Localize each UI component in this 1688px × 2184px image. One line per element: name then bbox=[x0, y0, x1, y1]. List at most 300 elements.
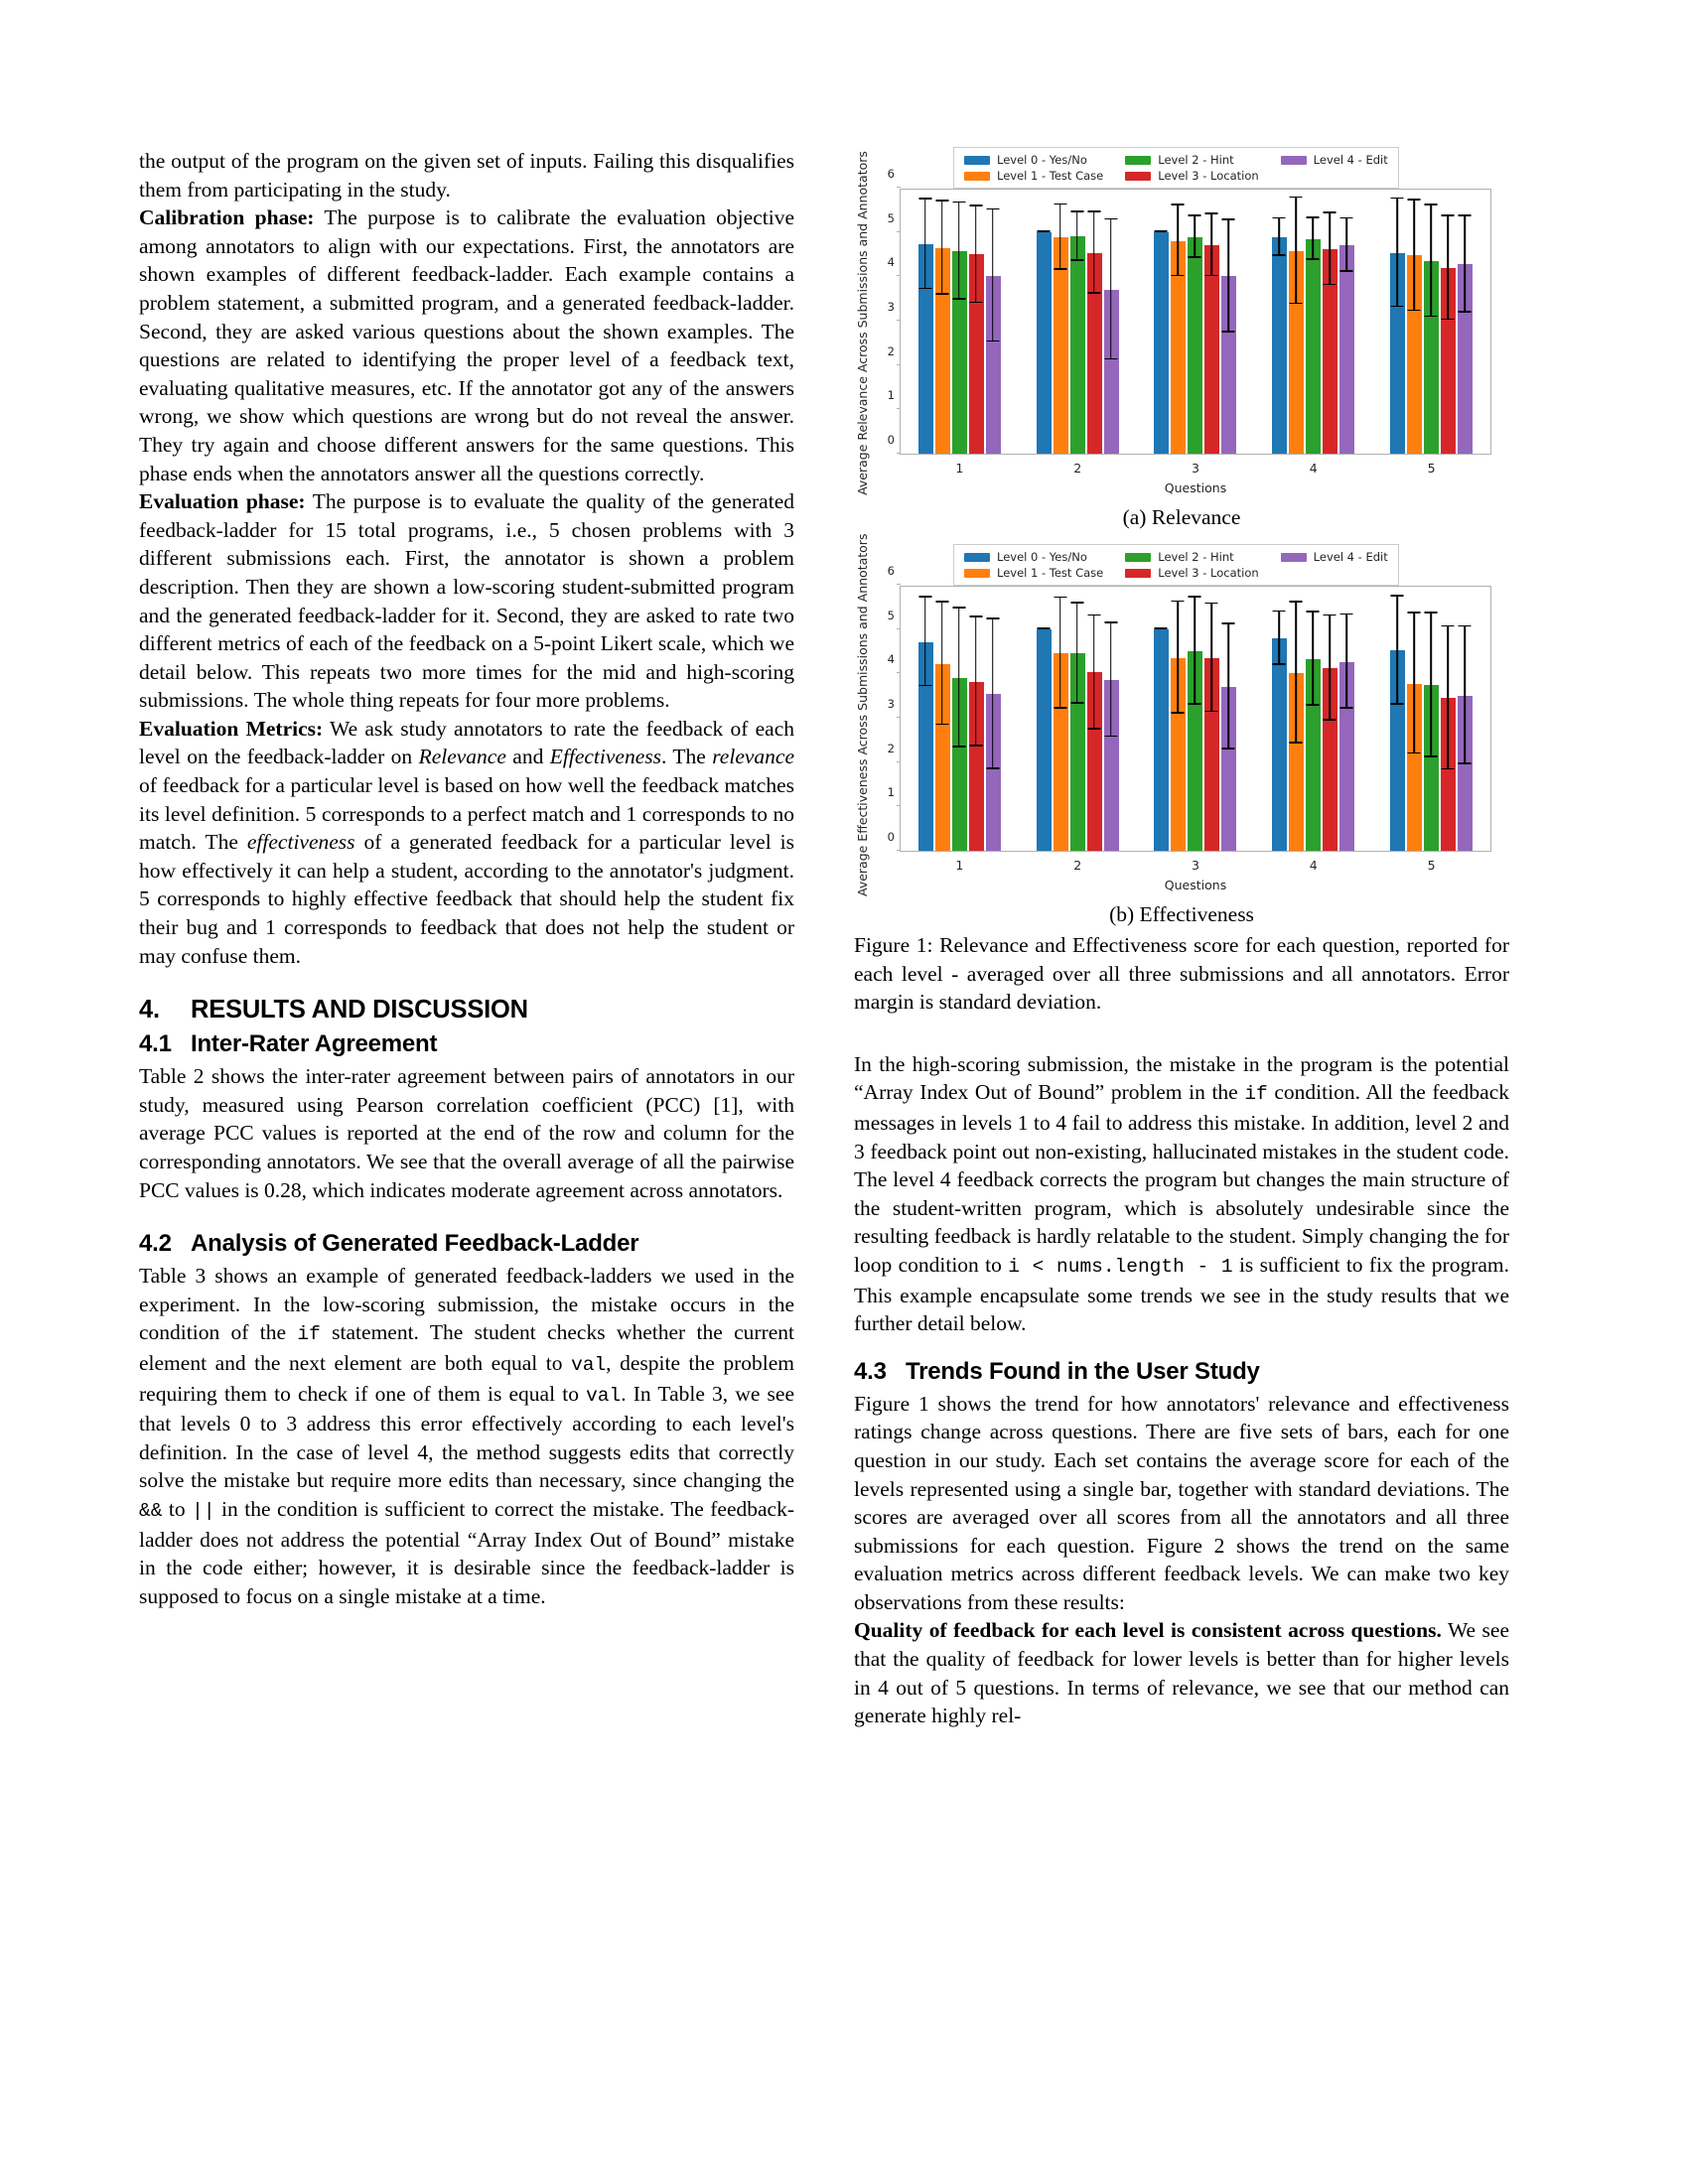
chart-effectiveness-ylabel: Average Effectiveness Across Submissions and Annotators bbox=[855, 533, 870, 896]
error-bar-cap-upper bbox=[1189, 214, 1201, 216]
subsection-heading-analysis bbox=[139, 1230, 794, 1258]
error-bar-cap-upper bbox=[1037, 627, 1050, 629]
chart-effectiveness-legend bbox=[953, 544, 1399, 586]
analysis-t3: , despite the problem requiring them to check if one of them is equal to bbox=[139, 1350, 794, 1406]
metrics-part3: . The bbox=[661, 745, 713, 769]
section-spacer bbox=[139, 1204, 794, 1224]
error-bar-cap-lower bbox=[1172, 275, 1185, 277]
legend-label: Level 2 - Hint bbox=[1158, 550, 1234, 564]
bar-level-0 bbox=[1272, 237, 1287, 454]
code-loop-condition: i < nums.length - 1 bbox=[1008, 1255, 1233, 1278]
error-bar-cap-upper bbox=[1273, 217, 1286, 219]
bar-slot bbox=[1188, 190, 1202, 454]
error-bar-cap-lower bbox=[986, 341, 999, 342]
chart-relevance-xlabel: Questions bbox=[1164, 480, 1227, 495]
error-bar-cap-upper bbox=[918, 198, 931, 200]
paragraph-trends: Figure 1 shows the trend for how annotators' relevance and effectiveness ratings change across questions. There are five sets of bars, each for one question in our study. Each set contains the average score for each of the levels represented using a single bar, together with standard deviations. The scores are averaged over all scores from all the annotators and all three submissions for each question. Figure 2 shows the trend on the same evaluation metrics across different feedback levels. We can make two key observations from these results: bbox=[854, 1391, 1509, 1614]
metrics-em-effectiveness: Effectiveness bbox=[549, 745, 661, 769]
y-axis-tick-mark bbox=[897, 628, 901, 629]
metrics-part1: We ask study annotators to rate the feedback of each level on the feedback-ladder on bbox=[139, 716, 794, 769]
x-axis-tick-label: 5 bbox=[1427, 461, 1436, 476]
error-bar-cap-lower bbox=[1070, 702, 1083, 704]
bar-slot bbox=[1188, 587, 1202, 851]
bar-group bbox=[1390, 190, 1473, 476]
error-bar bbox=[1278, 612, 1280, 665]
paragraph-inputs: the output of the program on the given set of inputs. Failing this disqualifies them from participating in the study. bbox=[139, 149, 794, 202]
metrics-em-relevance-lower: relevance bbox=[712, 745, 794, 769]
bar-slot bbox=[1339, 587, 1354, 851]
code-val-2: val bbox=[586, 1384, 622, 1407]
bar-group bbox=[1272, 587, 1354, 873]
figure-text-gap bbox=[854, 1017, 1509, 1050]
error-bar-cap-lower bbox=[1408, 752, 1421, 754]
error-bar-cap-upper bbox=[952, 202, 965, 204]
bar-slot bbox=[986, 190, 1001, 454]
bar-slot bbox=[1154, 190, 1169, 454]
error-bar-cap-lower bbox=[986, 767, 999, 769]
y-axis-tick-mark bbox=[897, 584, 901, 585]
subsection-heading-trends bbox=[854, 1358, 1509, 1386]
y-axis-tick-mark bbox=[897, 187, 901, 188]
error-bar bbox=[1396, 199, 1398, 307]
metrics-part2: and bbox=[505, 745, 550, 769]
subcaption-effectiveness: (b) Effectiveness bbox=[1109, 902, 1254, 926]
bar-slot bbox=[918, 190, 933, 454]
bar-slot bbox=[1306, 190, 1321, 454]
error-bar-cap-lower bbox=[1425, 316, 1438, 318]
error-bar-cap-upper bbox=[935, 200, 948, 202]
error-bar bbox=[1312, 218, 1314, 260]
legend-item-level-0 bbox=[964, 550, 1103, 564]
bar-slot bbox=[1154, 587, 1169, 851]
error-bar bbox=[1110, 623, 1112, 737]
error-bar-cap-upper bbox=[935, 601, 948, 603]
error-bar bbox=[1430, 614, 1432, 757]
y-axis-tick-label: 2 bbox=[887, 343, 895, 358]
error-bar-cap-upper bbox=[1222, 218, 1235, 220]
error-bar bbox=[941, 202, 943, 295]
error-bar-cap-lower bbox=[1307, 704, 1320, 706]
error-bar bbox=[1447, 216, 1449, 321]
error-bar bbox=[1464, 216, 1466, 313]
error-bar-cap-lower bbox=[1391, 703, 1404, 705]
error-bar bbox=[1430, 205, 1432, 318]
legend-label: Level 1 - Test Case bbox=[997, 566, 1104, 580]
analysis-t1: Table 3 shows an example of generated feedback-ladders we used in the experiment. In the low-scoring submission, the mistake occurs in the condition of the bbox=[139, 1264, 794, 1345]
bar-slot bbox=[1221, 587, 1236, 851]
error-bar-cap-upper bbox=[1324, 211, 1336, 213]
bar-slot bbox=[1171, 587, 1186, 851]
error-bar-cap-lower bbox=[1340, 270, 1353, 272]
evaluation-phase-text: The purpose is to evaluate the quality of the generated feedback-ladder for 15 total programs, i.e., 5 chosen problems with 3 different submissions each. First, the annotator is shown a problem description. Then they are shown a low-scoring student-submitted program and the generated feedback-ladder for it. Second, they are asked to rate two different metrics of each of the feedback on a 5-point Likert scale, which we detail below. This repeats two more times for the mid and high-scoring submissions. The whole thing repeats for four more problems. bbox=[139, 489, 794, 713]
code-or-operator: || bbox=[192, 1499, 215, 1522]
error-bar-cap-lower bbox=[1222, 748, 1235, 750]
y-axis-tick-mark bbox=[897, 231, 901, 232]
bar-level-2 bbox=[1306, 239, 1321, 454]
error-bar-cap-upper bbox=[1070, 210, 1083, 212]
analysis-t5: to bbox=[162, 1496, 193, 1521]
subsection-title-43: Trends Found in the User Study bbox=[906, 1357, 1260, 1385]
y-axis-tick-label: 1 bbox=[887, 388, 895, 403]
bar-slot bbox=[1390, 190, 1405, 454]
chart-relevance-legend bbox=[953, 147, 1399, 189]
bar-slot bbox=[1070, 190, 1085, 454]
error-bar-cap-upper bbox=[1290, 601, 1303, 603]
error-bar-cap-upper bbox=[918, 596, 931, 598]
chart-relevance-bar-groups bbox=[901, 190, 1490, 476]
error-bar-cap-upper bbox=[1054, 597, 1066, 599]
error-bar bbox=[1195, 598, 1196, 705]
legend-swatch-icon bbox=[1125, 156, 1151, 165]
right-column bbox=[854, 147, 1509, 1730]
bar-slot bbox=[969, 190, 984, 454]
figure-caption: Figure 1: Relevance and Effectiveness score for each question, reported for each level - averaged over all three submissions and all annotators. Error margin is standard deviation. bbox=[854, 933, 1509, 1015]
bar-slot bbox=[1272, 587, 1287, 851]
legend-item-level-2 bbox=[1125, 550, 1258, 564]
bar-slot bbox=[1104, 587, 1119, 851]
x-axis-tick-label: 4 bbox=[1309, 858, 1318, 873]
error-bar-cap-lower bbox=[918, 288, 931, 290]
bar-slot bbox=[1037, 190, 1052, 454]
legend-swatch-icon bbox=[1281, 156, 1307, 165]
error-bar-cap-lower bbox=[1273, 254, 1286, 256]
bar-slot bbox=[1204, 190, 1219, 454]
error-bar-cap-lower bbox=[1087, 292, 1100, 294]
error-bar-cap-upper bbox=[1391, 198, 1404, 200]
error-bar bbox=[924, 598, 926, 686]
paragraph-calibration-phase bbox=[139, 204, 794, 487]
error-bar-cap-upper bbox=[1425, 204, 1438, 205]
bar-level-0 bbox=[1154, 629, 1169, 851]
legend-swatch-icon bbox=[964, 553, 990, 562]
error-bar bbox=[1093, 212, 1095, 294]
y-axis-tick-mark bbox=[897, 364, 901, 365]
x-axis-tick-label: 3 bbox=[1192, 461, 1199, 476]
error-bar bbox=[958, 609, 960, 748]
error-bar-cap-upper bbox=[1205, 212, 1218, 214]
bar-slot bbox=[1054, 190, 1068, 454]
error-bar bbox=[1345, 218, 1347, 272]
bar-slot bbox=[1221, 190, 1236, 454]
subsection-spacer bbox=[854, 1338, 1509, 1352]
bar-level-4 bbox=[1339, 245, 1354, 454]
error-bar bbox=[1059, 598, 1061, 709]
y-axis-tick-mark bbox=[897, 805, 901, 806]
error-bar-cap-upper bbox=[1340, 614, 1353, 615]
error-bar-cap-lower bbox=[918, 685, 931, 687]
bar-group bbox=[918, 587, 1001, 873]
x-axis-tick-label: 1 bbox=[955, 858, 964, 873]
error-bar-cap-upper bbox=[1087, 614, 1100, 616]
y-axis-tick-mark bbox=[897, 275, 901, 276]
y-axis-tick-mark bbox=[897, 453, 901, 454]
bar-group bbox=[1037, 587, 1119, 873]
bar-group bbox=[1272, 190, 1354, 476]
high-scoring-t1: In the high-scoring submission, the mistake in the program is the potential “Array Index Out of Bound” problem in the bbox=[854, 1051, 1509, 1105]
analysis-t4: . In Table 3, we see that levels 0 to 3 address this error effectively according to each level's definition. In the case of level 4, the method suggests edits that correctly solve the mistake but require more edits than necessary, since changing the bbox=[139, 1381, 794, 1493]
metrics-em-relevance: Relevance bbox=[418, 745, 506, 769]
error-bar-cap-upper bbox=[969, 615, 982, 617]
error-bar bbox=[1345, 614, 1347, 709]
bar-slot bbox=[952, 190, 967, 454]
error-bar bbox=[1413, 201, 1415, 312]
bar-slot bbox=[1407, 587, 1422, 851]
metrics-part5: of a generated feedback for a particular level is how effectively it can help a student, according to the annotator's judgment. 5 corresponds to highly effective feedback that should help the student fix their bug and 1 corresponds to feedback that does not help the student or may confuse them. bbox=[139, 830, 794, 968]
error-bar-cap-lower bbox=[935, 293, 948, 295]
bar-slot bbox=[935, 190, 950, 454]
error-bar-cap-lower bbox=[1189, 256, 1201, 258]
bar-slot bbox=[1339, 190, 1354, 454]
evaluation-phase-lead: Evaluation phase: bbox=[139, 489, 306, 514]
x-axis-tick-label: 1 bbox=[955, 461, 964, 476]
error-bar bbox=[975, 206, 977, 303]
y-axis-tick-label: 3 bbox=[887, 697, 895, 711]
error-bar-cap-lower bbox=[1205, 275, 1218, 277]
error-bar bbox=[992, 209, 994, 341]
paragraph-quality-observation bbox=[854, 1616, 1509, 1729]
bar-slot bbox=[1441, 190, 1456, 454]
chart-relevance bbox=[854, 147, 1509, 499]
y-axis-tick-label: 5 bbox=[887, 608, 895, 622]
x-axis-tick-label: 2 bbox=[1073, 858, 1082, 873]
legend-label: Level 2 - Hint bbox=[1158, 153, 1234, 167]
x-axis-tick-label: 3 bbox=[1192, 858, 1199, 873]
error-bar bbox=[1329, 615, 1331, 720]
bar-slot bbox=[1087, 190, 1102, 454]
section-title-4: RESULTS AND DISCUSSION bbox=[191, 996, 528, 1024]
error-bar-cap-upper bbox=[1442, 625, 1455, 627]
analysis-t2: statement. The student checks whether the current element and the next element are both equal to bbox=[139, 1320, 795, 1375]
error-bar-cap-upper bbox=[1340, 217, 1353, 219]
error-bar bbox=[1464, 626, 1466, 763]
code-if: if bbox=[297, 1323, 321, 1346]
error-bar-cap-lower bbox=[1205, 711, 1218, 713]
bar-slot bbox=[986, 587, 1001, 851]
error-bar-cap-upper bbox=[1459, 214, 1472, 216]
paragraph-evaluation-phase bbox=[139, 487, 794, 715]
error-bar-cap-upper bbox=[986, 208, 999, 210]
error-bar bbox=[1447, 626, 1449, 769]
legend-swatch-icon bbox=[1281, 553, 1307, 562]
bar-slot bbox=[1390, 587, 1405, 851]
error-bar bbox=[1110, 219, 1112, 359]
bar-group bbox=[1154, 587, 1236, 873]
error-bar-cap-upper bbox=[1189, 596, 1201, 598]
error-bar-cap-lower bbox=[1391, 306, 1404, 308]
y-axis-tick-label: 6 bbox=[887, 167, 895, 181]
bar-slot bbox=[1204, 587, 1219, 851]
error-bar bbox=[1396, 597, 1398, 705]
calibration-phase-text: The purpose is to calibrate the evaluation objective among annotators to align with our expectations. First, the annotators are shown examples of different feedback-ladder. Each example contains a problem statement, a submitted program, and a generated feedback-ladder. Second, they are asked various questions about the shown examples. The questions are related to identifying the proper level of a feedback text, evaluating qualitative measures, etc. If the annotator got any of the answers wrong, we show which questions are wrong but do not reveal the answer. They try again and choose different answers for the same questions. This phase ends when the annotators answer all the questions correctly. bbox=[139, 205, 794, 485]
metrics-part4: of feedback for a particular level is based on how well the feedback matches its level definition. 5 corresponds to a perfect match and 1 corresponds to no match. The bbox=[139, 773, 794, 855]
subsection-number-42: 4.2 bbox=[139, 1230, 172, 1258]
error-bar bbox=[1295, 198, 1297, 304]
x-axis-tick-label: 4 bbox=[1309, 461, 1318, 476]
bar-slot bbox=[1289, 190, 1304, 454]
analysis-t6: in the condition is sufficient to correct the mistake. The feedback-ladder does not address the potential “Array Index Out of Bound” mistake in the code either; however, it is desirable since the feedback-ladder is supposed to focus on a single mistake at a time. bbox=[139, 1496, 794, 1608]
y-axis-tick-label: 3 bbox=[887, 300, 895, 314]
error-bar-cap-lower bbox=[935, 724, 948, 726]
paragraph-high-scoring bbox=[854, 1050, 1509, 1338]
bar-slot bbox=[1104, 190, 1119, 454]
code-if-condition: if bbox=[1244, 1083, 1268, 1106]
evaluation-metrics-lead: Evaluation Metrics: bbox=[139, 716, 324, 741]
bar-slot bbox=[1407, 190, 1422, 454]
error-bar bbox=[1211, 214, 1213, 277]
bar-slot bbox=[1054, 587, 1068, 851]
error-bar-cap-lower bbox=[1290, 303, 1303, 305]
y-axis-tick-mark bbox=[897, 672, 901, 673]
left-column bbox=[139, 147, 794, 1610]
legend-label: Level 1 - Test Case bbox=[997, 169, 1104, 183]
error-bar bbox=[992, 619, 994, 769]
y-axis-tick-label: 0 bbox=[887, 830, 895, 844]
bar-slot bbox=[1424, 190, 1439, 454]
subcaption-relevance: (a) Relevance bbox=[1122, 505, 1241, 529]
error-bar bbox=[1211, 604, 1213, 712]
error-bar-cap-upper bbox=[1324, 614, 1336, 616]
error-bar-cap-lower bbox=[1408, 310, 1421, 312]
error-bar-cap-upper bbox=[1273, 611, 1286, 613]
error-bar-cap-lower bbox=[969, 745, 982, 747]
legend-item-level-4 bbox=[1281, 153, 1388, 167]
bar-level-0 bbox=[1037, 232, 1052, 454]
error-bar-cap-lower bbox=[1459, 311, 1472, 313]
chart-relevance-ylabel: Average Relevance Across Submissions and Annotators bbox=[855, 151, 870, 495]
error-bar-cap-upper bbox=[1172, 601, 1185, 603]
bar-slot bbox=[1458, 587, 1473, 851]
error-bar-cap-upper bbox=[1425, 612, 1438, 614]
error-bar-cap-lower bbox=[1307, 258, 1320, 260]
y-axis-tick-mark bbox=[897, 408, 901, 409]
y-axis-tick-label: 2 bbox=[887, 741, 895, 755]
error-bar-cap-upper bbox=[1104, 218, 1117, 220]
y-axis-tick-mark bbox=[897, 761, 901, 762]
code-and-operator: && bbox=[139, 1499, 163, 1522]
high-scoring-t2: condition. All the feedback messages in levels 1 to 4 fail to address this mistake. In addition, level 2 and 3 feedback point out non-existing, hallucinated mistakes in the student code. The level 4 feedback corrects the program but changes the main structure of the student-written program, which is absolutely undesirable since the resulting feedback is hardly relatable to the student. Simply changing the for loop condition to bbox=[854, 1080, 1509, 1277]
error-bar-cap-lower bbox=[1070, 259, 1083, 261]
legend-swatch-icon bbox=[964, 172, 990, 181]
error-bar-cap-upper bbox=[1408, 612, 1421, 614]
legend-item-level-0 bbox=[964, 153, 1103, 167]
bar-level-0 bbox=[1272, 638, 1287, 851]
bar-slot bbox=[1070, 587, 1085, 851]
error-bar-cap-upper bbox=[1104, 621, 1117, 623]
bar-slot bbox=[1037, 587, 1052, 851]
error-bar-cap-upper bbox=[1290, 197, 1303, 199]
error-bar bbox=[1295, 603, 1297, 744]
bar-slot bbox=[952, 587, 967, 851]
error-bar bbox=[1093, 615, 1095, 729]
chart-effectiveness-bar-groups bbox=[901, 587, 1490, 873]
y-axis-tick-label: 4 bbox=[887, 255, 895, 270]
error-bar bbox=[924, 200, 926, 289]
error-bar-cap-upper bbox=[1070, 602, 1083, 604]
error-bar-cap-lower bbox=[1273, 663, 1286, 665]
subsection-number-43: 4.3 bbox=[854, 1357, 887, 1385]
bar-slot bbox=[1306, 587, 1321, 851]
error-bar-cap-lower bbox=[1459, 762, 1472, 764]
error-bar bbox=[1228, 220, 1230, 333]
error-bar bbox=[1228, 624, 1230, 750]
error-bar bbox=[1076, 604, 1078, 704]
bar-slot bbox=[1441, 587, 1456, 851]
bar-group bbox=[1390, 587, 1473, 873]
y-axis-tick-mark bbox=[897, 850, 901, 851]
y-axis-tick-label: 0 bbox=[887, 433, 895, 447]
bar-slot bbox=[935, 587, 950, 851]
legend-item-level-3 bbox=[1125, 566, 1258, 580]
error-bar-cap-lower bbox=[1442, 319, 1455, 321]
bar-slot bbox=[1323, 190, 1337, 454]
error-bar bbox=[1059, 205, 1061, 269]
error-bar bbox=[975, 617, 977, 747]
error-bar-cap-lower bbox=[1104, 736, 1117, 738]
subsection-heading-inter-rater bbox=[139, 1030, 794, 1058]
error-bar-cap-lower bbox=[1189, 703, 1201, 705]
bar-group bbox=[918, 190, 1001, 476]
legend-item-level-1 bbox=[964, 169, 1103, 183]
error-bar-cap-lower bbox=[1324, 284, 1336, 286]
error-bar bbox=[1278, 218, 1280, 256]
y-axis-tick-label: 4 bbox=[887, 652, 895, 667]
error-bar-cap-upper bbox=[1307, 611, 1320, 613]
error-bar-cap-lower bbox=[1222, 331, 1235, 333]
code-val-1: val bbox=[571, 1353, 607, 1376]
error-bar bbox=[1413, 614, 1415, 753]
legend-label: Level 4 - Edit bbox=[1313, 153, 1388, 167]
legend-item-level-1 bbox=[964, 566, 1103, 580]
bar-level-0 bbox=[1037, 629, 1052, 851]
error-bar-cap-upper bbox=[969, 205, 982, 206]
error-bar-cap-upper bbox=[1155, 627, 1168, 629]
bar-group bbox=[1037, 190, 1119, 476]
bar-slot bbox=[969, 587, 984, 851]
paragraph-evaluation-metrics bbox=[139, 715, 794, 970]
metrics-em-effectiveness-lower: effectiveness bbox=[246, 830, 355, 855]
legend-item-level-4 bbox=[1281, 550, 1388, 564]
error-bar-cap-lower bbox=[1054, 707, 1066, 709]
chart-effectiveness bbox=[854, 533, 1509, 896]
legend-item-level-2 bbox=[1125, 153, 1258, 167]
legend-label: Level 4 - Edit bbox=[1313, 550, 1388, 564]
y-axis-tick-mark bbox=[897, 320, 901, 321]
paragraph-inter-rater: Table 2 shows the inter-rater agreement between pairs of annotators in our study, measured using Pearson correlation coefficient (PCC) [1], with average PCC values is reported at the end of the row and column for the corresponding annotators. We see that the overall average of all the pairwise PCC values is 0.28, which indicates moderate agreement across annotators. bbox=[139, 1064, 794, 1202]
error-bar-cap-upper bbox=[1205, 603, 1218, 605]
quality-observation-lead: Quality of feedback for each level is consistent across questions. bbox=[854, 1618, 1442, 1643]
subsection-title-42: Analysis of Generated Feedback-Ladder bbox=[191, 1230, 639, 1258]
error-bar-cap-lower bbox=[1104, 358, 1117, 360]
quality-observation-text: We see that the quality of feedback for lower levels is better than for higher levels in 4 out of 5 questions. In terms of relevance, we see that our method can generate highly rel- bbox=[854, 1618, 1509, 1728]
legend-swatch-icon bbox=[1125, 553, 1151, 562]
error-bar bbox=[1076, 212, 1078, 261]
error-bar-cap-lower bbox=[1054, 268, 1066, 270]
error-bar-cap-lower bbox=[1340, 707, 1353, 709]
error-bar-cap-upper bbox=[1172, 204, 1185, 205]
legend-swatch-icon bbox=[964, 569, 990, 578]
x-axis-tick-label: 5 bbox=[1427, 858, 1436, 873]
error-bar-cap-upper bbox=[1408, 199, 1421, 201]
error-bar-cap-upper bbox=[952, 607, 965, 609]
subsection-number-41: 4.1 bbox=[139, 1030, 172, 1058]
bar-level-1 bbox=[1054, 237, 1068, 454]
legend-swatch-icon bbox=[1125, 569, 1151, 578]
legend-label: Level 3 - Location bbox=[1158, 169, 1259, 183]
legend-swatch-icon bbox=[1125, 172, 1151, 181]
error-bar-cap-lower bbox=[952, 746, 965, 748]
error-bar-cap-upper bbox=[1391, 595, 1404, 597]
legend-swatch-icon bbox=[964, 156, 990, 165]
